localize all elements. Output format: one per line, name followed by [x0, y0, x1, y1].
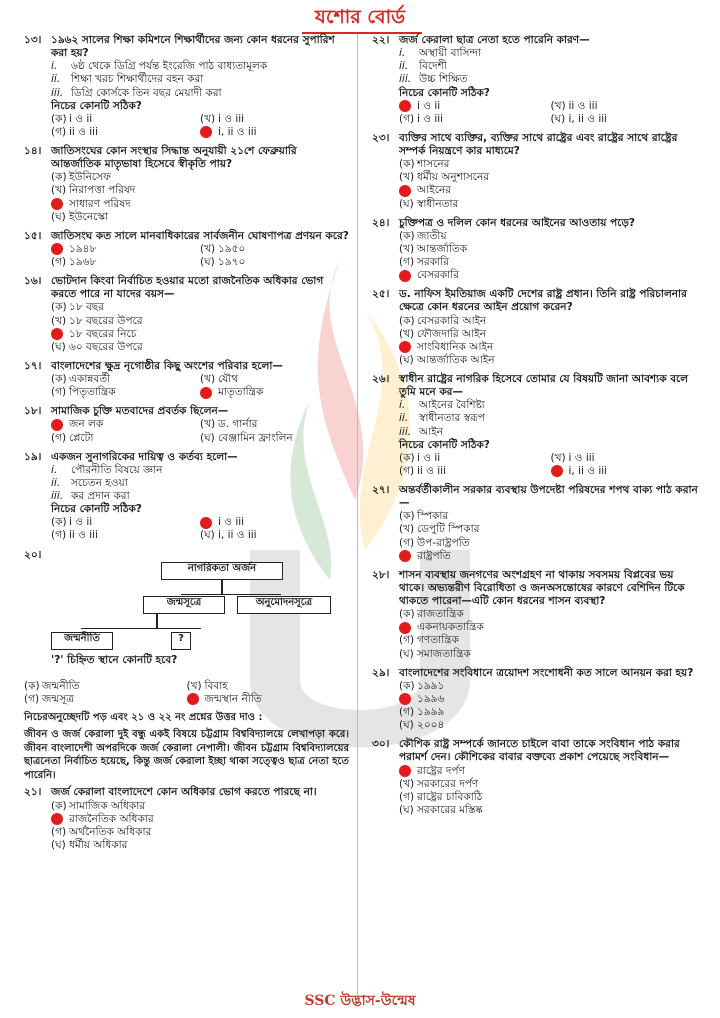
option-gha-answer: i, ii ও iii [551, 465, 703, 478]
diagram-bottom-left-box: জন্মনীতি [51, 632, 113, 650]
option-ka: (ক) ১৮ বছর [51, 301, 104, 314]
option-ka: (ক) জাতীয় [399, 229, 447, 242]
answer-marker-icon [399, 622, 411, 634]
question-number: ১৩। [24, 34, 42, 46]
question-prompt: নিচের কোনটি সঠিক? [399, 438, 490, 451]
answer-marker-icon [51, 328, 63, 340]
option-ga: (গ) রাষ্ট্রের চাবিকাঠি [399, 790, 483, 803]
option-gha: (ঘ) ধর্মীয় অধিকার [51, 838, 128, 851]
option-kha-answer: একনায়কতান্ত্রিক [399, 621, 702, 634]
statement-item: iii. উচ্চ শিক্ষিত [399, 73, 468, 86]
diagram-question-box: ? [171, 632, 191, 650]
option-ga: (গ) ii ও iii [399, 464, 446, 477]
option-kha: (খ) ১৮ বছরের উপরে [51, 314, 143, 327]
statement-item: ii. সচেতন হওয়া [51, 476, 128, 489]
answer-marker-icon [51, 198, 63, 210]
option-ga: (গ) ১৯৯৯ [399, 706, 445, 718]
answer-marker-icon [399, 100, 411, 112]
option-ga: (গ) গণতান্ত্রিক [399, 634, 459, 647]
question-26: ২৬। স্বাধীন রাষ্ট্রের নাগরিক হিসেবে তোমার যে বিষয়টি জানা আবশ্যক বলে তুমি মনে কর— i. আইনের বৈশিষ্ট্য ii. স্বাধীনতার স্বরূপ iii. আইন নিচের কোনটি সঠিক? (ক) i ও ii (খ) i ও iii (গ) ii ও iii i, ii ও iii [372, 373, 702, 478]
option-kha: (খ) আন্তর্জাতিক [399, 242, 468, 255]
question-18: ১৮। সামাজিক চুক্তি মতবাদের প্রবর্তক ছিলেন— জন লক (খ) ড. গার্নার (গ) প্লেটো (ঘ) বেঞ্জামিন ফ্রাংলিন [24, 405, 349, 444]
option-ga: (গ) সরকারি [399, 256, 449, 268]
option-kha: (খ) ii ও iii [550, 99, 598, 112]
question-16: ১৬। ভোটদান কিংবা নির্বাচিত হওয়ার মতো রাজনৈতিক অধিকার ভোগ করতে পারে না যাদের বয়স— (ক) ১৮ বছর (খ) ১৮ বছরের উপরে ১৮ বছরের নিচে (ঘ) ৬০ বছরের উপরে [24, 275, 349, 354]
answer-marker-icon [51, 243, 63, 255]
option-ka: (ক) i ও ii [51, 112, 93, 125]
question-25: ২৫। ড. নাফিস ইমতিয়াজ একটি দেশের রাষ্ট্র প্রধান। তিনি রাষ্ট্র পরিচালনার ক্ষেত্রে কোন ধরনের আইন প্রয়োগ করেন? (ক) বেসরকারি আইন (খ) ফৌজদারি আইন সাংবিধানিক আইন (ঘ) আন্তর্জাতিক আইন [372, 288, 702, 367]
citizenship-diagram [51, 562, 349, 680]
option-ka-answer: i ও ii [399, 100, 551, 113]
option-gha-answer: জন্মস্থান নীতি [187, 693, 350, 706]
answer-marker-icon [399, 341, 411, 353]
statement-item: i. আইনের বৈশিষ্ট্য [399, 399, 485, 412]
answer-marker-icon [399, 270, 411, 282]
option-ga: (গ) অর্থনৈতিক অধিকার [51, 825, 152, 838]
option-gha-answer: মাতৃতান্ত্রিক [200, 386, 349, 399]
answer-marker-icon [399, 185, 411, 197]
answer-marker-icon [551, 465, 563, 477]
diagram-left-box: জন্মসূত্রে [143, 596, 225, 614]
passage-intro: নিচেরঅনুচ্ছেদটি পড় এবং ২১ ও ২২ নং প্রশ্নের উত্তর দাও : [24, 711, 263, 723]
option-ka: (ক) i ও ii [51, 516, 93, 529]
option-ka: (ক) i ও ii [399, 451, 441, 464]
question-24: ২৪। চুক্তিপত্র ও দলিল কোন ধরনের আইনের আওতায় পড়ে? (ক) জাতীয় (খ) আন্তর্জাতিক (গ) সরকারি বেসরকারি [372, 217, 702, 283]
option-ka-answer: ১৯৪৮ [51, 243, 200, 256]
option-kha-answer: রাজনৈতিক অধিকার [51, 813, 349, 826]
question-13 [24, 34, 349, 139]
option-ka-answer: রাষ্ট্রের দর্পণ [399, 765, 702, 778]
question-prompt: নিচের কোনটি সঠিক? [51, 503, 142, 516]
option-kha: (খ) যৌথ [200, 373, 239, 385]
option-ka: (ক) একান্নবর্তী [51, 373, 111, 385]
board-title: যশোর বোর্ড [314, 6, 406, 28]
question-14: ১৪। জাতিসংঘের কোন সংস্থার সিদ্ধান্ত অনুযায়ী ২১শে ফেব্রুয়ারি আন্তর্জাতিক মাতৃভাষা হিসেবে স্বীকৃতি পায়? (ক) ইউনিসেফ (খ) নিরাপত্তা পরিষদ সাধারণ পরিষদ (ঘ) ইউনেস্কো [24, 145, 349, 224]
option-kha: (খ) i ও iii [200, 112, 245, 125]
question-stem: '?' চিহ্নিত স্থানে কোনটি হবে? [51, 653, 178, 666]
answer-marker-icon [399, 550, 411, 562]
option-kha: (খ) ১৯৫০ [200, 242, 246, 255]
right-column [372, 34, 702, 823]
option-kha: (খ) ড. গার্নার [200, 418, 258, 431]
answer-marker-icon [187, 693, 199, 705]
footer-brand: SSC উদ্ভাস-উন্মেষ [304, 993, 416, 1009]
option-ka: (ক) ১৯৯১ [399, 679, 445, 692]
question-28: ২৮। শাসন ব্যবস্থায় জনগণের অংশগ্রহণ না থাকায় সবসময় বিপ্লবের ভয় থাকে। অভ্যন্তরীণ বিরোধিতা ও জনঅসন্তোষের কারণে বেশিদিন টিকে থাকতে পারেনা—এটি কোন ধরনের শাসন ব্যবস্থা? (ক) রাজতান্ত্রিক একনায়কতান্ত্রিক (গ) গণতান্ত্রিক (ঘ) সমাজতান্ত্রিক [372, 569, 702, 661]
option-ka: (ক) স্পিকার [399, 510, 449, 523]
statement-item: i. পৌরনীতি বিষয়ে জ্ঞান [51, 463, 163, 476]
option-ka: (ক) শাসনের [399, 158, 450, 171]
left-column [24, 34, 349, 858]
option-gha-answer: রাষ্ট্রপতি [399, 550, 702, 563]
statement-item: iii. আইন [399, 425, 443, 438]
statement-item: ii. বিদেশী [399, 60, 447, 73]
question-27: ২৭। অন্তর্বর্তীকালীন সরকার ব্যবস্থায় উপদেষ্টা পরিষদের শপথ বাক্য পাঠ করান— (ক) স্পিকার (খ) ডেপুটি স্পিকার (গ) উপ-রাষ্ট্রপতি রাষ্ট্রপতি [372, 484, 702, 563]
option-kha-answer: i ও iii [200, 516, 349, 529]
statement-item: iii. ডিগ্রি কোর্সকে তিন বছর মেয়াদী করা [51, 86, 222, 99]
option-kha-answer: ১৯৯৬ [399, 693, 702, 706]
answer-marker-icon [200, 387, 212, 399]
statement-item: i. অস্থায়ী বাসিন্দা [399, 47, 481, 60]
option-ka: (ক) জন্মনীতি [24, 679, 80, 692]
option-kha: (খ) ফৌজদারি আইন [399, 327, 486, 340]
option-ga: (গ) ii ও iii [51, 529, 98, 542]
option-gha-answer: i, ii ও iii [200, 126, 349, 139]
option-ga: (গ) পিতৃতান্ত্রিক [51, 386, 116, 399]
option-gha: (ঘ) সমাজতান্ত্রিক [399, 647, 471, 660]
diagram-top-box: নাগরিকতা অর্জন [161, 562, 283, 580]
statement-item: iii. কর প্রদান করা [51, 490, 130, 502]
option-kha: (খ) ধর্মীয় অনুশাসনের [399, 171, 490, 184]
question-19: ১৯। একজন সুনাগরিকের দায়িত্ব ও কর্তব্য হলো— i. পৌরনীতি বিষয়ে জ্ঞান ii. সচেতন হওয়া iii. কর প্রদান করা নিচের কোনটি সঠিক? (ক) i ও ii i ও iii (গ) ii ও iii (ঘ) i, ii ও iii [24, 451, 349, 543]
option-gha: (ঘ) ৬০ বছরের উপরে [51, 340, 143, 353]
option-ga: (গ) ১৯৬৮ [51, 256, 97, 268]
option-ga: (গ) প্লেটো [51, 431, 94, 444]
option-kha: (খ) সরকারের দর্পণ [399, 777, 479, 790]
option-ka: (ক) রাজতান্ত্রিক [399, 608, 464, 621]
statement-item: i. ৬ষ্ঠ থেকে ডিগ্রি পর্যন্ত ইংরেজি পাঠ বাধ্যতামূলক [51, 60, 268, 73]
question-23: ২৩। ব্যক্তির সাথে ব্যক্তির, ব্যক্তির সাথে রাষ্ট্রের এবং রাষ্ট্রের সাথে রাষ্ট্রের সম্পর্ক নিয়ন্ত্রণে কার মাধ্যমে? (ক) শাসনের (খ) ধর্মীয় অনুশাসনের আইনের (ঘ) স্বাধীনতার [372, 132, 702, 211]
statement-item: ii. স্বাধীনতার স্বরূপ [399, 412, 485, 425]
option-kha: (খ) i ও iii [550, 451, 595, 464]
answer-marker-icon [51, 419, 63, 431]
option-ga: (গ) ii ও iii [51, 125, 98, 138]
option-ga-answer: সাংবিধানিক আইন [399, 341, 702, 354]
option-ka: (ক) ইউনিসেফ [51, 171, 111, 184]
question-20: ২০। নাগরিকতা অর্জন জন্মসূত্রে অনুমোদনসূত্রে জন্মনীতি ? '?' চিহ্নিত স্থানে কোনটি হবে? (ক) জন্মনীতি (খ) বিবাহ (গ) জন্মসূত্র জন্মস্থান নীতি [24, 549, 349, 706]
option-ga-answer: আইনের [399, 184, 702, 197]
question-17: ১৭। বাংলাদেশের ক্ষুদ্র নৃগোষ্ঠীর কিছু অংশের পরিবার হলো— (ক) একান্নবর্তী (খ) যৌথ (গ) পিতৃতান্ত্রিক মাতৃতান্ত্রিক [24, 360, 349, 399]
column-divider [357, 34, 358, 999]
option-gha: (ঘ) i, ii ও iii [200, 529, 257, 542]
option-gha: (ঘ) ইউনেস্কো [51, 210, 108, 223]
option-ka: (ক) সামাজিক অধিকার [51, 799, 146, 812]
option-ga: (গ) i ও iii [399, 112, 444, 125]
question-prompt: নিচের কোনটি সঠিক? [51, 99, 142, 112]
question-30: ৩০। কৌশিক রাষ্ট্র সম্পর্কে জানতে চাইলে বাবা তাকে সংবিধান পাঠ করার পরামর্শ দেন। কৌশিকের বাবার বক্তব্যে প্রকাশ পেয়েছে সংবিধান— রাষ্ট্রের দর্পণ (খ) সরকারের দর্পণ (গ) রাষ্ট্রের চাবিকাঠি (ঘ) সরকারের মস্তিষ্ক [372, 738, 702, 817]
option-kha: (খ) ডেপুটি স্পিকার [399, 523, 480, 536]
answer-marker-icon [200, 517, 212, 529]
option-gha-answer: বেসরকারি [399, 269, 702, 282]
statement-item: ii. শিক্ষা খরচ শিক্ষার্থীদের বহন করা [51, 73, 204, 86]
answer-marker-icon [399, 765, 411, 777]
option-gha: (ঘ) স্বাধীনতার [399, 197, 459, 210]
option-ga: (গ) জন্মসূত্র [24, 692, 74, 705]
option-ga-answer: সাধারণ পরিষদ [51, 198, 349, 211]
option-kha: (খ) নিরাপত্তা পরিষদ [51, 184, 136, 197]
question-29: ২৯। বাংলাদেশের সংবিধানে ত্রয়োদশ সংশোধনী কত সালে আনয়ন করা হয়? (ক) ১৯৯১ ১৯৯৬ (গ) ১৯৯৯ (ঘ) ২০০৪ [372, 667, 702, 733]
option-gha: (ঘ) ১৯৭০ [200, 256, 246, 268]
option-ga: (গ) উপ-রাষ্ট্রপতি [399, 536, 470, 549]
option-gha: (ঘ) বেঞ্জামিন ফ্রাংলিন [200, 431, 293, 444]
question-15: ১৫। জাতিসংঘ কত সালে মানবাধিকারের সার্বজনীন ঘোষণাপত্র প্রণয়ন করে? ১৯৪৮ (খ) ১৯৫০ (গ) ১৯৬৮ (ঘ) ১৯৭০ [24, 229, 349, 268]
diagram-right-box: অনুমোদনসূত্রে [237, 596, 331, 614]
option-gha: (ঘ) আন্তর্জাতিক আইন [399, 353, 495, 366]
question-stem: ১৯৬২ সালের শিক্ষা কমিশনে শিক্ষার্থীদের জন্য কোন ধরনের সুপারিশ করা হয়? [51, 34, 335, 60]
option-gha: (ঘ) i, ii ও iii [550, 112, 608, 125]
answer-marker-icon [200, 126, 212, 138]
option-ka: (ক) বেসরকারি আইন [399, 314, 487, 327]
option-ka-answer: জন লক [51, 418, 200, 431]
answer-marker-icon [399, 693, 411, 705]
question-21: ২১। জর্জ কেরালা বাংলাদেশে কোন অধিকার ভোগ করতে পারছে না। (ক) সামাজিক অধিকার রাজনৈতিক অধিকার (গ) অর্থনৈতিক অধিকার (ঘ) ধর্মীয় অধিকার [24, 786, 349, 852]
answer-marker-icon [51, 813, 63, 825]
question-prompt: নিচের কোনটি সঠিক? [399, 86, 490, 99]
question-22: ২২। জর্জ কেরালা ছাত্র নেতা হতে পারেনি কারণ— i. অস্থায়ী বাসিন্দা ii. বিদেশী iii. উচ্চ শিক্ষিত নিচের কোনটি সঠিক? i ও ii (খ) ii ও iii (গ) i ও iii (ঘ) i, ii ও iii [372, 34, 702, 126]
stimulus-passage: জীবন ও জর্জ কেরালা দুই বন্ধু একই বিষয়ে চট্টগ্রাম বিশ্ববিদ্যালয়ে লেখাপড়া করে। জীবন বাংলাদেশী অপরদিকে জর্জ কেরালা নেপালী। জীবন চট্টগ্রাম বিশ্ববিদ্যালয়ের ছাত্রনেতা নির্বাচিত হয়েছে, কিন্তু জর্জ কেরালা ইচ্ছা থাকা সত্ত্বেও ছাত্র নেতা হতে পারেনি। [24, 729, 349, 781]
option-kha: (খ) বিবাহ [186, 679, 228, 692]
option-ga-answer: ১৮ বছরের নিচে [51, 328, 349, 341]
option-gha: (ঘ) সরকারের মস্তিষ্ক [399, 803, 483, 816]
option-gha: (ঘ) ২০০৪ [399, 719, 445, 732]
